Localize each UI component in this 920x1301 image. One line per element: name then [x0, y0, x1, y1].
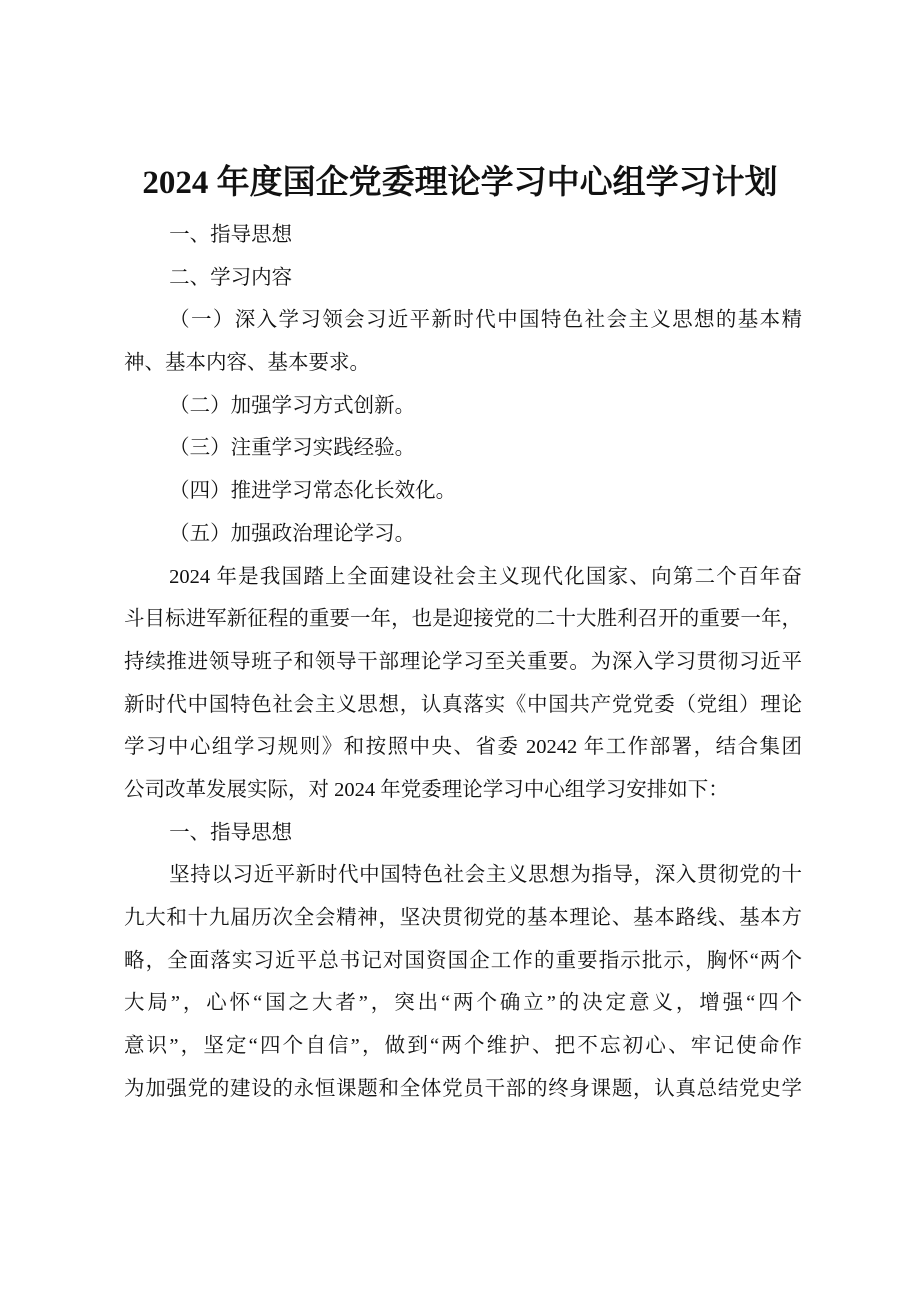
heading-line: 二、学习内容: [169, 266, 293, 289]
study-content-item-1: [124, 299, 802, 384]
paragraph-line: 2024 年是我国踏上全面建设社会主义现代化国家、向第二个百年奋: [169, 565, 802, 588]
paragraph-line: 九大和十九届历次全会精神，坚决贯彻党的基本理论、基本路线、基本方: [124, 907, 802, 929]
section-heading-guiding-ideology: [124, 214, 802, 257]
guiding-ideology-paragraph: [124, 854, 802, 1110]
paragraph-line: 新时代中国特色社会主义思想，认真落实《中国共产党党委（党组）理论: [124, 693, 802, 716]
section-heading-guiding-ideology-2: [124, 812, 802, 855]
study-content-item-4: [124, 470, 802, 513]
paragraph-line: 意识”，坚定“四个自信”，做到“两个维护、把不忘初心、牢记使命作: [124, 1035, 802, 1058]
section-heading-study-content: [124, 257, 802, 300]
heading-line: 一、指导思想: [169, 224, 293, 246]
paragraph-line: 坚持以习近平新时代中国特色社会主义思想为指导，深入贯彻党的十: [169, 864, 802, 887]
heading-line: 一、指导思想: [169, 821, 293, 844]
paragraph-line: （五）加强政治理论学习。: [169, 522, 416, 545]
paragraph-line: 持续推进领导班子和领导干部理论学习至关重要。为深入学习贯彻习近平: [124, 650, 802, 673]
paragraph-line: （二）加强学习方式创新。: [169, 394, 416, 417]
paragraph-line: 斗目标进军新征程的重要一年，也是迎接党的二十大胜利召开的重要一年，: [124, 608, 802, 631]
document-title: 2024 年度国企党委理论学习中心组学习计划: [142, 165, 778, 201]
study-content-item-3: [124, 427, 802, 470]
paragraph-line: 为加强党的建设的永恒课题和全体党员干部的终身课题，认真总结党史学: [124, 1077, 802, 1100]
study-content-item-5: [124, 513, 802, 556]
paragraph-line: （四）推进学习常态化长效化。: [169, 480, 457, 503]
document-body: [124, 214, 802, 1110]
paragraph-line: 公司改革发展实际，对 2024 年党委理论学习中心组学习安排如下：: [124, 778, 729, 801]
paragraph-line: （一）深入学习领会习近平新时代中国特色社会主义思想的基本精: [169, 309, 802, 332]
intro-paragraph: [124, 556, 802, 812]
paragraph-line: 大局”，心怀“国之大者”，突出“两个确立”的决定意义，增强“四个: [124, 992, 802, 1015]
paragraph-line: 略，全面落实习近平总书记对国资国企工作的重要指示批示，胸怀“两个: [124, 949, 802, 972]
paragraph-line: 学习中心组学习规则》和按照中央、省委 20242 年工作部署，结合集团: [124, 736, 802, 759]
paragraph-line: （三）注重学习实践经验。: [169, 437, 416, 460]
paragraph-line: 神、基本内容、基本要求。: [124, 352, 370, 375]
study-content-item-2: [124, 385, 802, 428]
